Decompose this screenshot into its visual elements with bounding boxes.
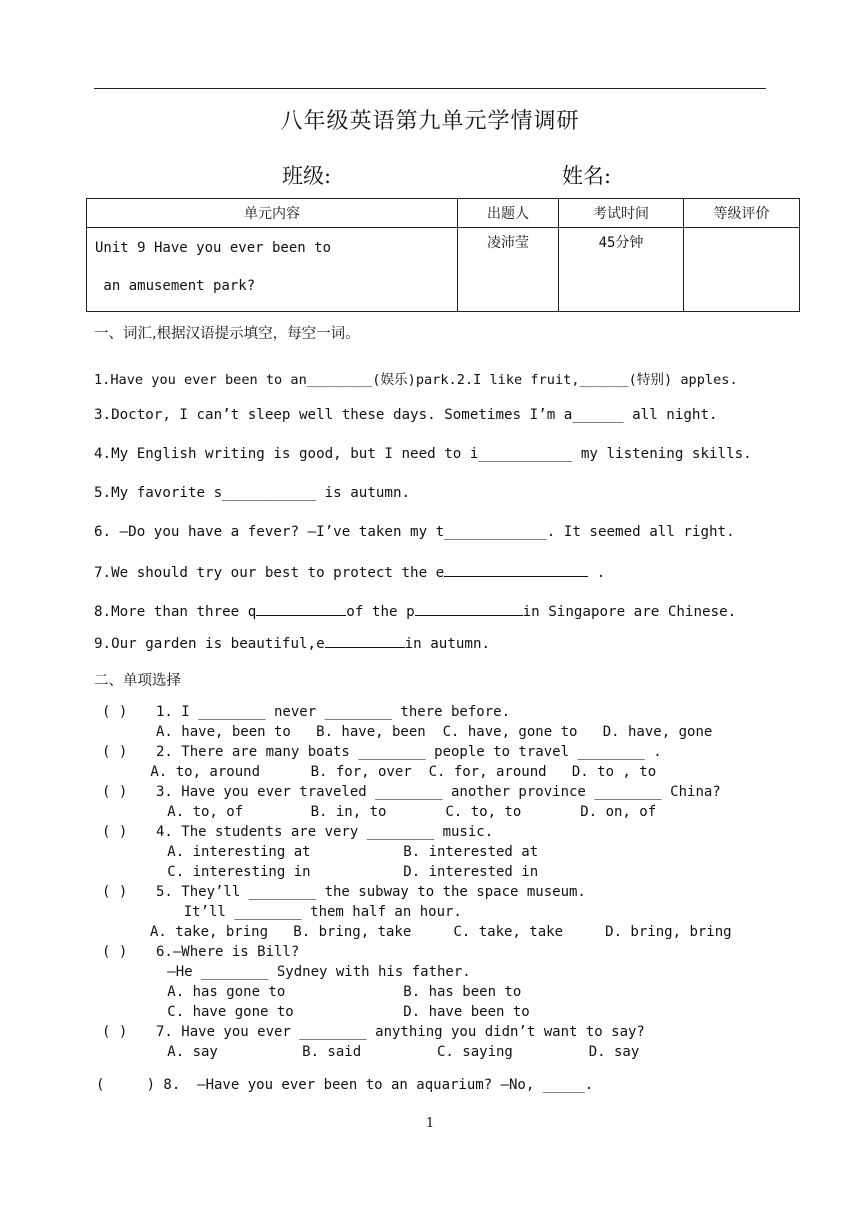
mc-question-1: 1. I ________ never ________ there before. xyxy=(156,704,511,720)
mc-options-3: A. to, of B. in, to C. to, to D. on, of xyxy=(142,804,657,820)
author-cell: 凌沛莹 xyxy=(458,228,559,312)
vocab-line-9 xyxy=(94,634,490,652)
vocab-7-text: 7.We should try our best to protect the e xyxy=(94,565,445,581)
section2-heading: 二、单项选择 xyxy=(94,673,181,689)
vocab-line-8 xyxy=(94,602,736,620)
vocab-line-4: 5.My favorite s___________ is autumn. xyxy=(94,485,411,501)
mc-options-7: A. say B. said C. saying D. say xyxy=(142,1044,640,1060)
mc-question-5-line2: It’ll ________ them half an hour. xyxy=(150,904,462,920)
mc-question-5: 5. They’ll ________ the subway to the space museum. xyxy=(156,884,586,900)
header-exam-time: 考试时间 xyxy=(559,199,684,228)
name-label: 姓名: xyxy=(562,164,612,188)
vocab-line-3: 4.My English writing is good, but I need to i___________ my listening skills. xyxy=(94,446,752,462)
vocab-line-5: 6. –Do you have a fever? –I’ve taken my t____________. It seemed all right. xyxy=(94,524,735,540)
vocab-8-blank-1 xyxy=(256,602,346,616)
section1-heading: 一、词汇,根据汉语提示填空，每空一词。 xyxy=(94,326,360,342)
vocab-8-text-a: 8.More than three q xyxy=(94,604,257,620)
page-number: 1 xyxy=(425,1116,435,1131)
header-grade: 等级评价 xyxy=(684,199,800,228)
vocab-8-text-c: in Singapore are Chinese. xyxy=(522,604,737,620)
answer-paren-2[interactable]: ( ) xyxy=(102,744,128,760)
time-cell: 45分钟 xyxy=(559,228,684,312)
mc-question-2: 2. There are many boats ________ people to travel ________ . xyxy=(156,744,662,760)
vocab-8-text-b: of the p xyxy=(346,604,415,620)
vocab-8-blank-2 xyxy=(415,602,523,616)
mc-options-6b: C. have gone to D. have been to xyxy=(142,1004,530,1020)
unit-line-1: Unit 9 Have you ever been to xyxy=(95,240,332,256)
unit-line-2: an amusement park? xyxy=(95,278,256,294)
answer-paren-7[interactable]: ( ) xyxy=(102,1024,128,1040)
vocab-line-1: 1.Have you ever been to an________(娱乐)park.2.I like fruit,______(特别) apples. xyxy=(94,372,738,388)
answer-paren-3[interactable]: ( ) xyxy=(102,784,128,800)
mc-question-6-line2: —He ________ Sydney with his father. xyxy=(142,964,471,980)
answer-paren-4[interactable]: ( ) xyxy=(102,824,128,840)
vocab-line-2: 3.Doctor, I can’t sleep well these days. Sometimes I’m a______ all night. xyxy=(94,407,718,423)
vocab-7-blank xyxy=(444,563,588,577)
class-label: 班级: xyxy=(282,164,332,188)
grade-cell xyxy=(684,228,800,312)
vocab-7-end: . xyxy=(588,565,606,581)
vocab-line-7 xyxy=(94,563,605,581)
mc-question-8: ( ) 8. –Have you ever been to an aquarium? –No, _____. xyxy=(96,1077,594,1093)
answer-paren-1[interactable]: ( ) xyxy=(102,704,128,720)
unit-content-cell xyxy=(87,228,458,312)
answer-paren-6[interactable]: ( ) xyxy=(102,944,128,960)
info-table-row xyxy=(87,228,800,312)
mc-question-6: 6.—Where is Bill? xyxy=(156,944,300,960)
info-table-header-row xyxy=(87,199,800,228)
mc-question-7: 7. Have you ever ________ anything you didn’t want to say? xyxy=(156,1024,645,1040)
mc-question-4: 4. The students are very ________ music. xyxy=(156,824,494,840)
page-title: 八年级英语第九单元学情调研 xyxy=(280,109,580,134)
header-author: 出题人 xyxy=(458,199,559,228)
mc-options-6a: A. has gone to B. has been to xyxy=(142,984,522,1000)
vocab-9-text-b: in autumn. xyxy=(404,636,491,652)
header-unit-content: 单元内容 xyxy=(87,199,458,228)
mc-options-5: A. take, bring B. bring, take C. take, take D. bring, bring xyxy=(150,924,732,940)
vocab-9-text-a: 9.Our garden is beautiful,e xyxy=(94,636,325,652)
answer-paren-5[interactable]: ( ) xyxy=(102,884,128,900)
mc-options-4a: A. interesting at B. interested at xyxy=(142,844,539,860)
mc-options-4b: C. interesting in D. interested in xyxy=(142,864,539,880)
vocab-9-blank xyxy=(325,634,405,648)
top-rule xyxy=(94,88,766,89)
mc-options-2: A. to, around B. for, over C. for, around D. to , to xyxy=(142,764,657,780)
info-table xyxy=(86,198,800,312)
mc-options-1: A. have, been to B. have, been C. have, gone to D. have, gone xyxy=(156,724,713,740)
mc-question-3: 3. Have you ever traveled ________ another province ________ China? xyxy=(156,784,721,800)
